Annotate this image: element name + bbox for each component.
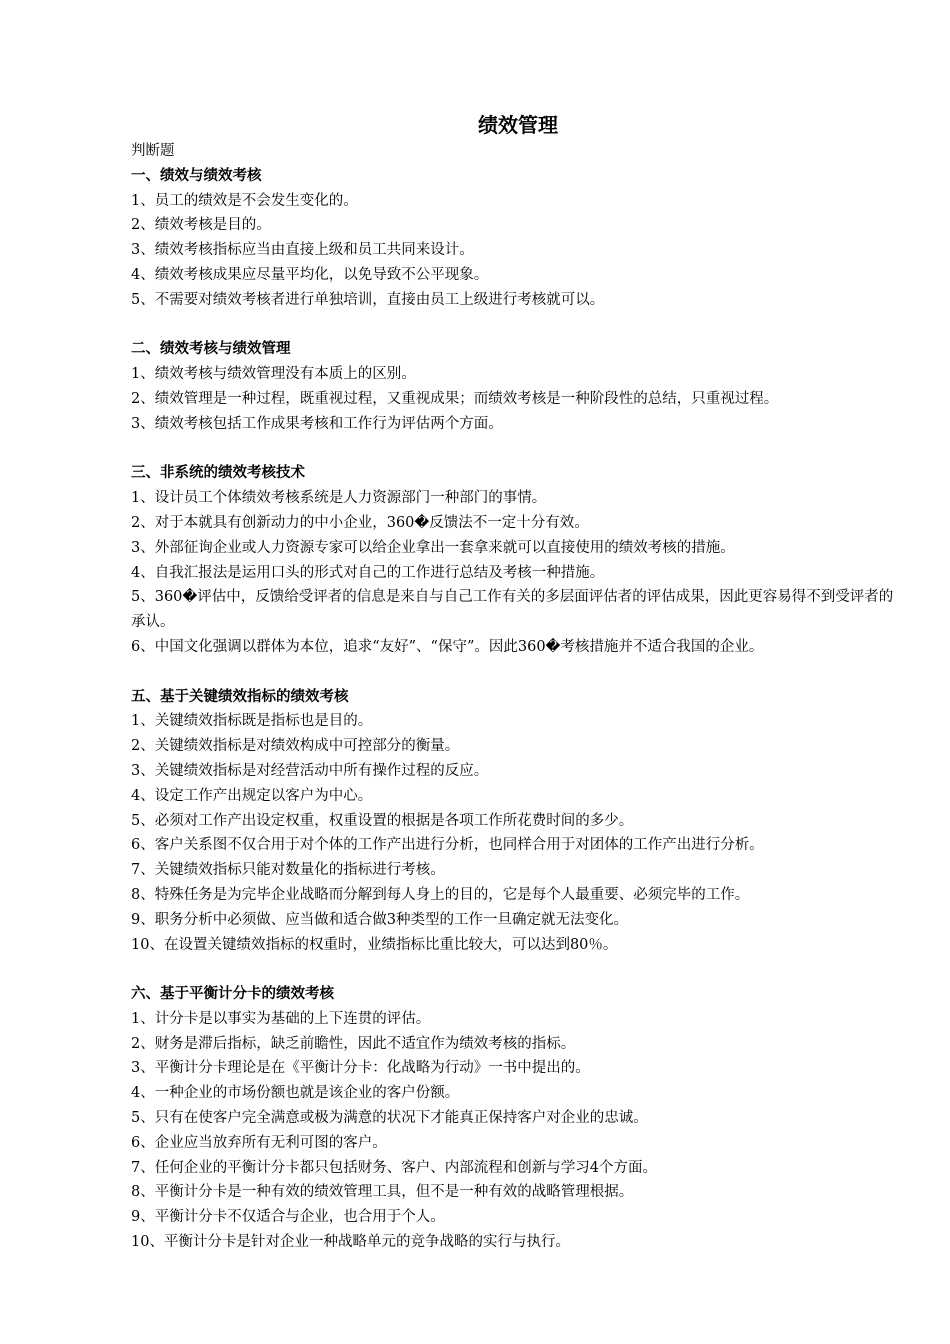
- question-item: 4、绩效考核成果应尽量平均化，以免导致不公平现象。: [131, 266, 489, 283]
- question-item: 3、关键绩效指标是对经营活动中所有操作过程的反应。: [131, 762, 489, 779]
- question-item: 10、在设置关键绩效指标的权重时，业绩指标比重比较大，可以达到80％。: [131, 936, 618, 953]
- question-item: 1、关键绩效指标既是指标也是目的。: [131, 713, 373, 730]
- question-item: 4、自我汇报法是运用口头的形式对自己的工作进行总结及考核一种措施。: [131, 564, 605, 581]
- section: [131, 685, 901, 958]
- question-item: 5、只有在使客户完全满意或极为满意的状况下才能真正保持客户对企业的忠诚。: [131, 1110, 648, 1127]
- question-item: 9、职务分析中必须做、应当做和适合做3种类型的工作一旦确定就无法变化。: [131, 911, 628, 928]
- question-item: 10、平衡计分卡是针对企业一种战略单元的竞争战略的实行与执行。: [131, 1234, 570, 1251]
- question-item: 5、不需要对绩效考核者进行单独培训，直接由员工上级进行考核就可以。: [131, 291, 605, 308]
- section-heading: 二、绩效考核与绩效管理: [131, 341, 291, 358]
- question-item: 7、关键绩效指标只能对数量化的指标进行考核。: [131, 862, 445, 879]
- section: [131, 982, 901, 1255]
- question-item: 1、设计员工个体绩效考核系统是人力资源部门一种部门的事情。: [131, 490, 547, 507]
- question-item: 2、关键绩效指标是对绩效构成中可控部分的衡量。: [131, 738, 460, 755]
- question-item: 5、必须对工作产出设定权重，权重设置的根据是各项工作所花费时间的多少。: [131, 812, 634, 829]
- sections-container: [131, 164, 901, 1255]
- question-item: 2、绩效考核是目的。: [131, 217, 271, 234]
- question-item: 3、绩效考核指标应当由直接上级和员工共同来设计。: [131, 242, 474, 259]
- question-item: 9、平衡计分卡不仅适合与企业，也合用于个人。: [131, 1209, 445, 1226]
- question-item: 3、绩效考核包括工作成果考核和工作行为评估两个方面。: [131, 415, 503, 432]
- question-item: 6、企业应当放弃所有无利可图的客户。: [131, 1134, 387, 1151]
- section-heading: 六、基于平衡计分卡的绩效考核: [131, 986, 334, 1003]
- question-item: 2、对于本就具有创新动力的中小企业，360�反馈法不一定十分有效。: [131, 514, 589, 531]
- question-item: 1、计分卡是以事实为基础的上下连贯的评估。: [131, 1010, 431, 1027]
- question-item: 4、设定工作产出规定以客户为中心。: [131, 787, 373, 804]
- document-page: [131, 112, 901, 1255]
- section-heading: 五、基于关键绩效指标的绩效考核: [131, 688, 349, 705]
- question-item: 1、员工的绩效是不会发生变化的。: [131, 192, 358, 209]
- document-subtitle: 判断题: [131, 143, 175, 159]
- section-heading: 三、非系统的绩效考核技术: [131, 465, 305, 482]
- section: [131, 337, 901, 436]
- question-item: 3、平衡计分卡理论是在《平衡计分卡：化战略为行动》一书中提出的。: [131, 1060, 590, 1077]
- question-item: 2、财务是滞后指标，缺乏前瞻性，因此不适宜作为绩效考核的指标。: [131, 1035, 576, 1052]
- section-heading: 一、绩效与绩效考核: [131, 167, 262, 184]
- question-item: 4、一种企业的市场份额也就是该企业的客户份额。: [131, 1085, 460, 1102]
- question-item: 8、平衡计分卡是一种有效的绩效管理工具，但不是一种有效的战略管理根据。: [131, 1184, 634, 1201]
- question-item: 7、任何企业的平衡计分卡都只包括财务、客户、内部流程和创新与学习4个方面。: [131, 1159, 657, 1176]
- section: [131, 461, 901, 659]
- question-item: 8、特殊任务是为完毕企业战略而分解到每人身上的目的，它是每个人最重要、必须完毕的工作。: [131, 886, 750, 903]
- question-item: 5、360�评估中，反馈给受评者的信息是来自与自己工作有关的多层面评估者的评估成果，因此更容易得不到受评者的承认。: [131, 589, 894, 631]
- question-item: 2、绩效管理是一种过程，既重视过程，又重视成果；而绩效考核是一种阶段性的总结，只重视过程。: [131, 390, 779, 407]
- question-item: 3、外部征询企业或人力资源专家可以给企业拿出一套拿来就可以直接使用的绩效考核的措施。: [131, 539, 735, 556]
- document-title: 绩效管理: [478, 113, 558, 137]
- question-item: 6、客户关系图不仅合用于对个体的工作产出进行分析，也同样合用于对团体的工作产出进行分析。: [131, 837, 764, 854]
- question-item: 6、中国文化强调以群体为本位，追求“友好”、“保守”。因此360�考核措施并不适合我国的企业。: [131, 638, 764, 655]
- section: [131, 164, 901, 313]
- question-item: 1、绩效考核与绩效管理没有本质上的区别。: [131, 366, 416, 383]
